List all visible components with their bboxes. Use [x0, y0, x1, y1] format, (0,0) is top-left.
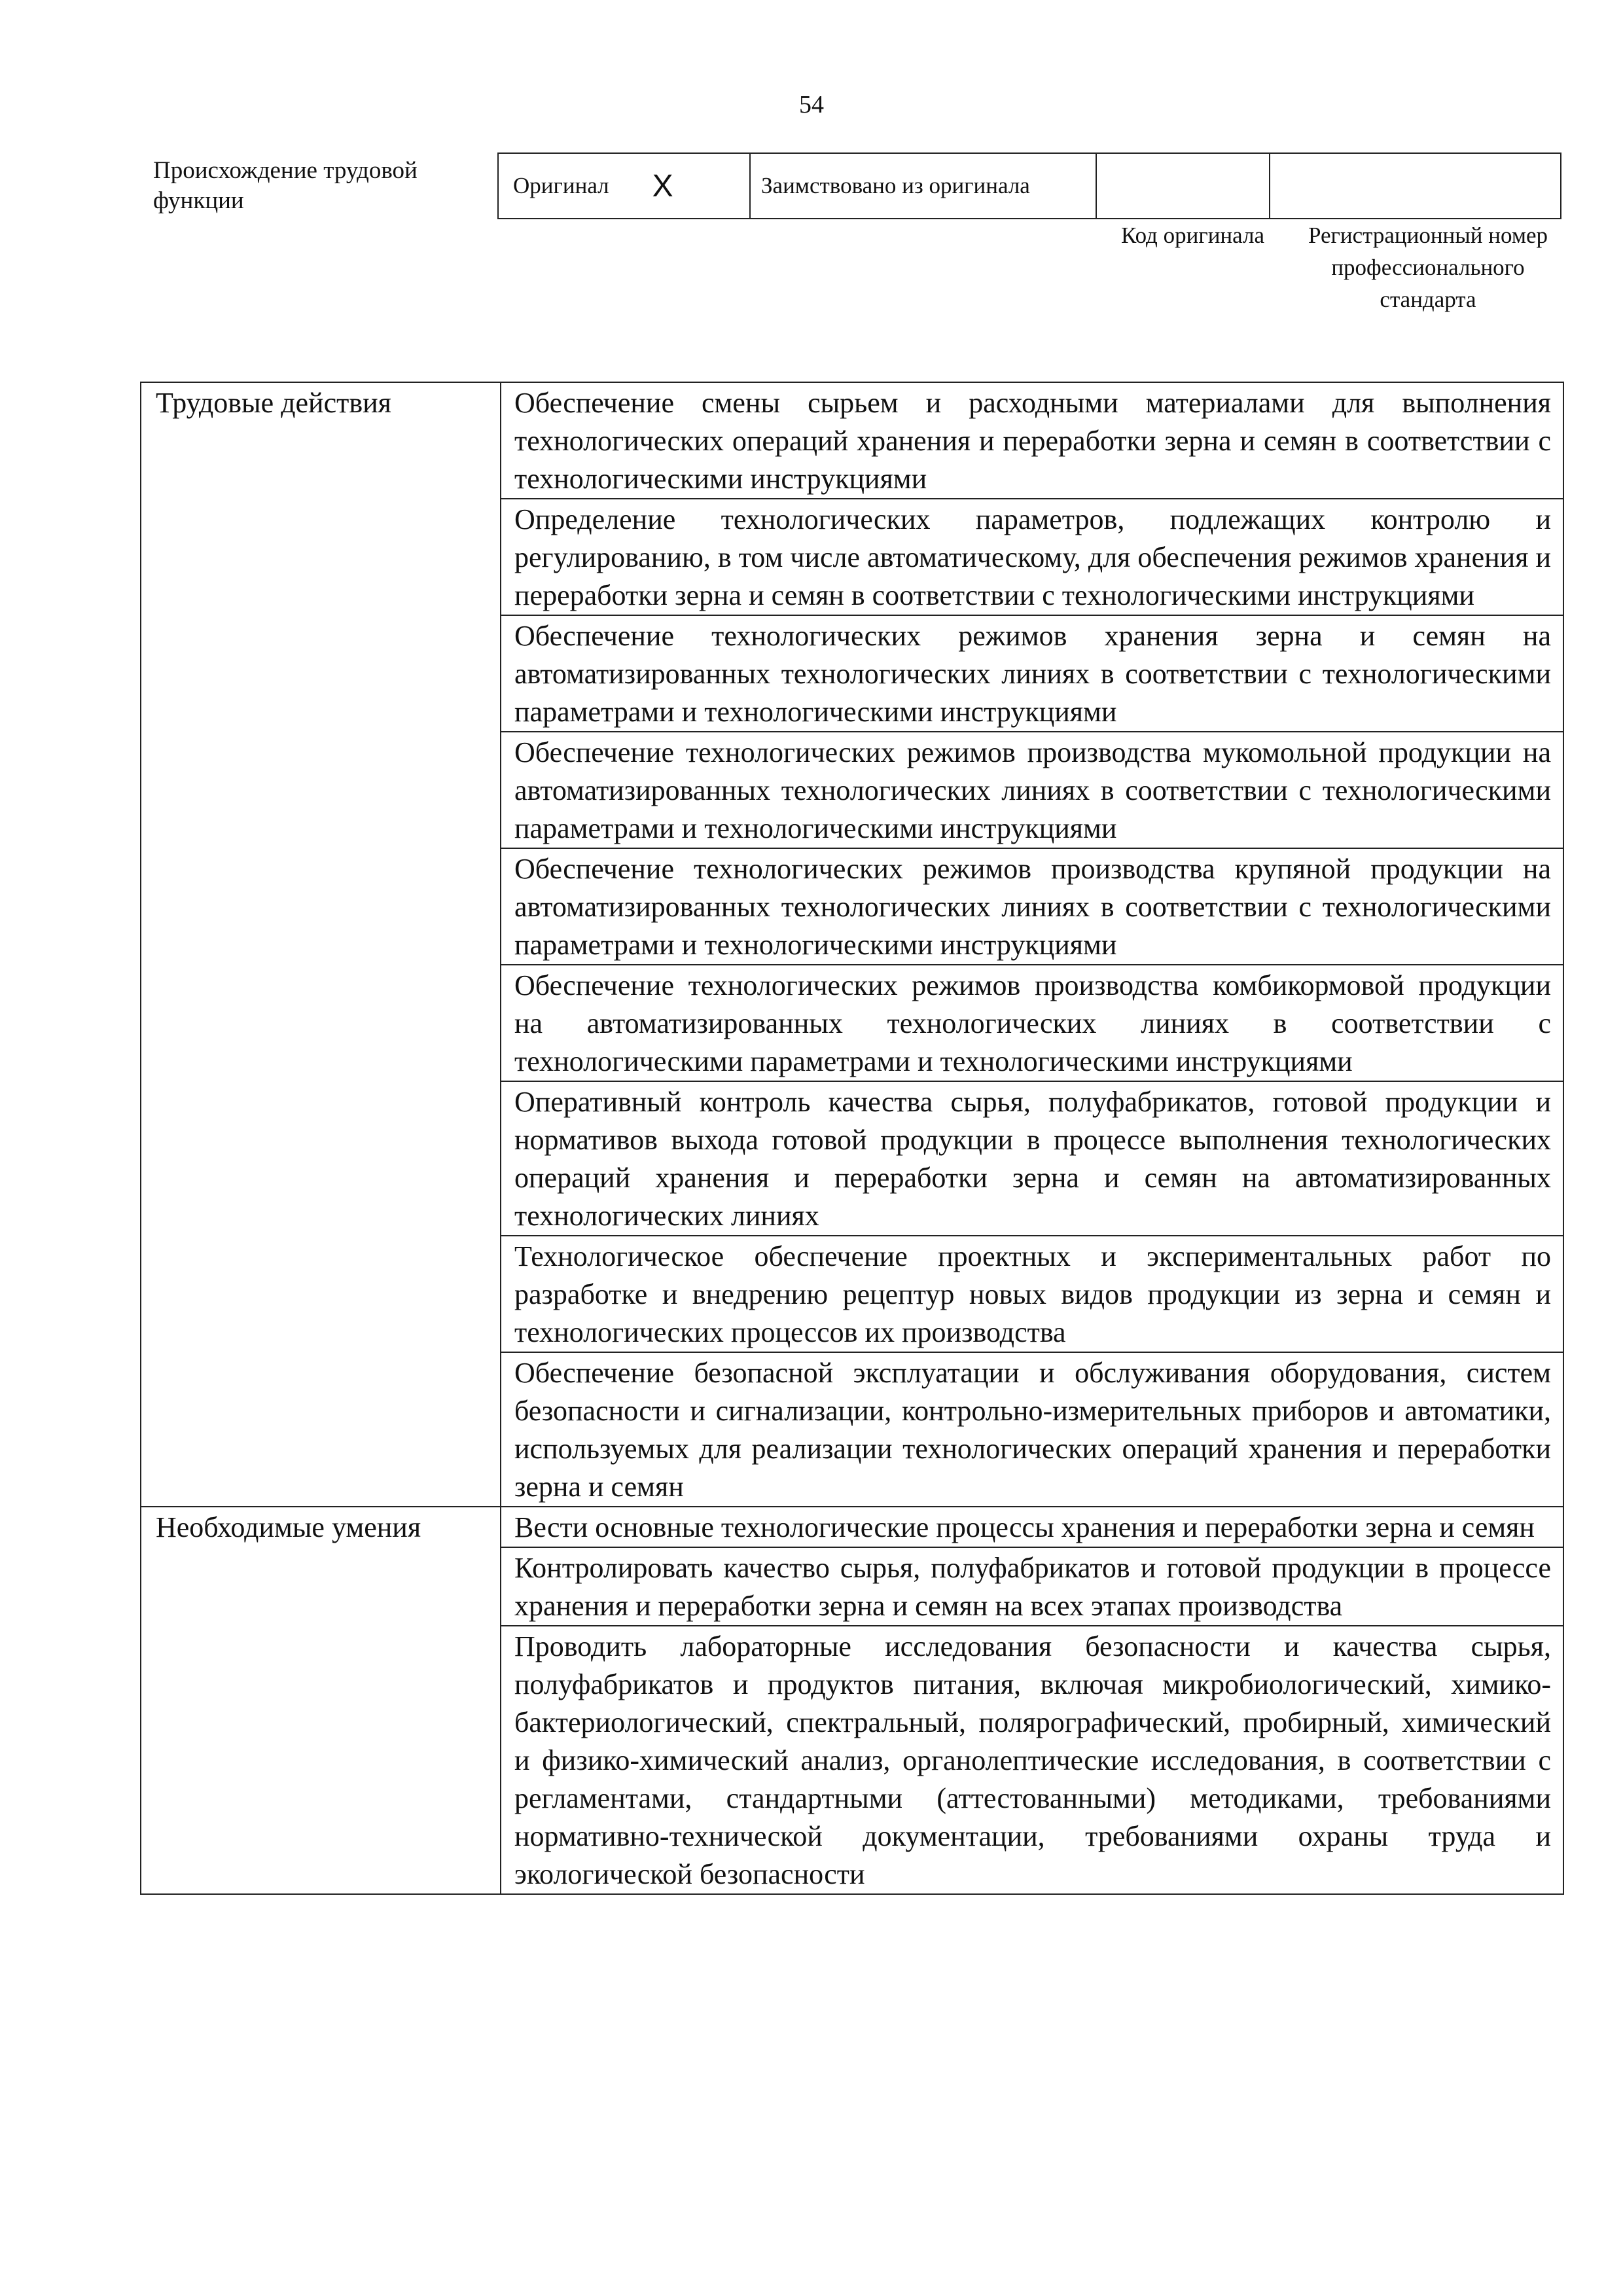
code-caption: Код оригинала — [1120, 223, 1265, 248]
section-item: Оперативный контроль качества сырья, полуфабрикатов, готовой продукции и нормативов выхода готовой продукции в процессе выполнения технологических операций хранения и переработки зерна и семян на автоматизированных технологических линиях — [501, 1081, 1563, 1236]
original-label: Оригинал — [513, 173, 609, 198]
section-item: Проводить лабораторные исследования безопасности и качества сырья, полуфабрикатов и продуктов питания, включая микробиологический, химико-бактериологический, спектральный, полярографический, пробирный, химический и физико-химический анализ, органолептические исследования, в соответствии с регламентами, стандартными (аттестованными) методиками, требованиями нормативно-технической документации, требованиями охраны труда и экологической безопасности — [501, 1626, 1563, 1894]
function-details-table — [140, 382, 1564, 1895]
section-item: Определение технологических параметров, подлежащих контролю и регулированию, в том числе автоматическому, для обеспечения режимов хранения и переработки зерна и семян в соответствии с технологическими инструкциями — [501, 499, 1563, 615]
section-item: Обеспечение технологических режимов производства крупяной продукции на автоматизированных технологических линиях в соответствии с технологическими параметрами и технологическими инструкциями — [501, 848, 1563, 965]
origin-table — [497, 152, 1561, 219]
section-item: Обеспечение безопасной эксплуатации и обслуживания оборудования, систем безопасности и сигнализации, контрольно-измерительных приборов и автоматики, используемых для реализации технологических операций хранения и переработки зерна и семян — [501, 1352, 1563, 1507]
section-title: Трудовые действия — [141, 382, 501, 1507]
original-mark: X — [652, 168, 673, 204]
section-item: Технологическое обеспечение проектных и экспериментальных работ по разработке и внедрению рецептур новых видов продукции из зерна и семян и технологических процессов их производства — [501, 1236, 1563, 1352]
original-cell — [498, 153, 750, 219]
registration-caption: Регистрационный номер профессионального стандарта — [1308, 223, 1548, 312]
table-row — [141, 382, 1563, 499]
page-number: 54 — [799, 91, 824, 118]
section-item: Вести основные технологические процессы хранения и переработки зерна и семян — [501, 1507, 1563, 1547]
section-item: Обеспечение технологических режимов хранения зерна и семян на автоматизированных технологических линиях в соответствии с технологическими параметрами и технологическими инструкциями — [501, 615, 1563, 732]
original-code-cell — [1096, 153, 1270, 219]
section-item: Обеспечение технологических режимов производства мукомольной продукции на автоматизированных технологических линиях в соответствии с технологическими параметрами и технологическими инструкциями — [501, 732, 1563, 848]
borrowed-cell — [750, 153, 1096, 219]
registration-number-cell — [1270, 153, 1561, 219]
section-item: Обеспечение смены сырьем и расходными материалами для выполнения технологических операций хранения и переработки зерна и семян в соответствии с технологическими инструкциями — [501, 382, 1563, 499]
origin-label: Происхождение трудовой функции — [153, 157, 418, 215]
table-row — [141, 1507, 1563, 1547]
section-item: Контролировать качество сырья, полуфабрикатов и готовой продукции в процессе хранения и переработки зерна и семян на всех этапах производства — [501, 1547, 1563, 1626]
borrowed-label: Заимствовано из оригинала — [761, 173, 1030, 198]
section-item: Обеспечение технологических режимов производства комбикормовой продукции на автоматизированных технологических линиях в соответствии с технологическими параметрами и технологическими инструкциями — [501, 965, 1563, 1081]
section-title: Необходимые умения — [141, 1507, 501, 1894]
